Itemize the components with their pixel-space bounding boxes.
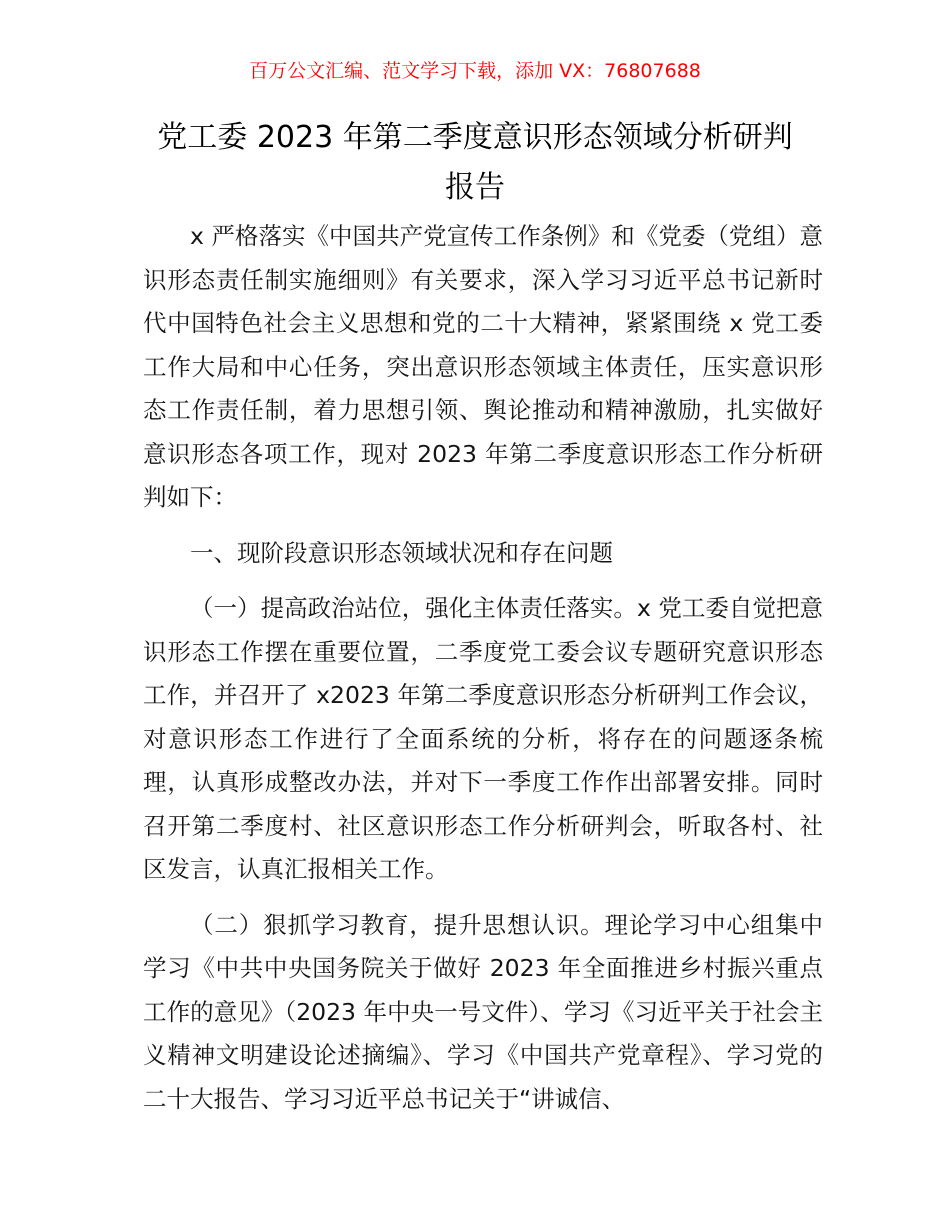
document-body	[143, 215, 823, 1121]
document-title	[120, 113, 830, 213]
paragraph-study-education: （二）狠抓学习教育，提升思想认识。理论学习中心组集中学习《中共中央国务院关于做好 2023 年全面推进乡村振兴重点工作的意见》（2023 年中央一号文件）、学习《习近平关于社会主义精神文明建设论述摘编》、学习《中国共产党章程》、学习党的二十大报告、学习习近平总书记关于“讲诚信、	[143, 910, 823, 1113]
paragraph-political-standing: （一）提高政治站位，强化主体责任落实。x 党工委自觉把意识形态工作摆在重要位置，二季度党工委会议专题研究意识形态工作，并召开了 x2023 年第二季度意识形态分析研判工作会议，对意识形态工作进行了全面系统的分析，将存在的问题逐条梳理，认真形成整改办法，并对下一季度工作作出部署安排。同时召开第二季度村、社区意识形态工作分析研判会，听取各村、社区发言，认真汇报相关工作。	[143, 594, 823, 883]
section-heading-1: 一、现阶段意识形态领域状况和存在问题	[190, 538, 613, 567]
title-line-1: 党工委 2023 年第二季度意识形态领域分析研判	[157, 120, 793, 155]
intro-paragraph: x 严格落实《中国共产党宣传工作条例》和《党委（党组）意识形态责任制实施细则》有关要求，深入学习习近平总书记新时代中国特色社会主义思想和党的二十大精神，紧紧围绕 x 党工委工作大局和中心任务，突出意识形态领域主体责任，压实意识形态工作责任制，着力思想引领、舆论推动和精神激励，扎实做好意识形态各项工作，现对 2023 年第二季度意识形态工作分析研判如下：	[143, 222, 823, 511]
title-line-2: 报告	[445, 170, 505, 205]
download-notice: 百万公文汇编、范文学习下载，添加 VX：76807688	[249, 60, 701, 82]
